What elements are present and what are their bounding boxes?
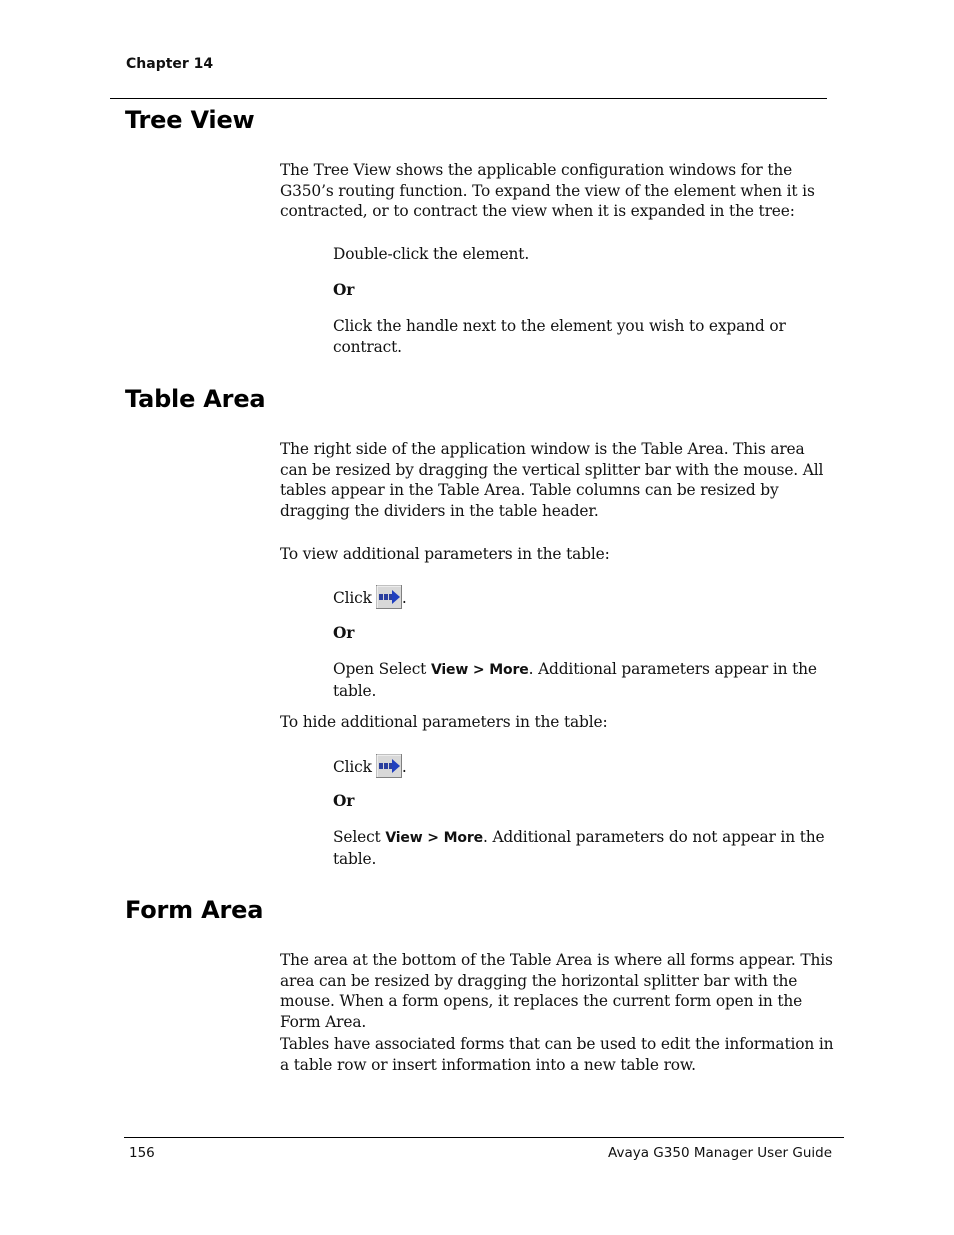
tree-view-step-double-click: Double-click the element. bbox=[333, 245, 530, 263]
heading-form-area: Form Area bbox=[125, 896, 264, 924]
header-rule bbox=[110, 98, 827, 99]
view-more-menu-step bbox=[333, 659, 823, 701]
more-columns-arrow-icon[interactable] bbox=[376, 585, 402, 609]
menu-path-view-more: View > More bbox=[385, 830, 483, 846]
footer-rule bbox=[124, 1137, 844, 1138]
page-number: 156 bbox=[129, 1145, 155, 1161]
hide-alt-suffix: . Additional parameters do not appear in the table. bbox=[333, 828, 825, 868]
heading-table-area: Table Area bbox=[125, 385, 266, 413]
more-columns-arrow-icon[interactable] bbox=[376, 754, 402, 778]
view-more-step bbox=[333, 587, 833, 611]
form-area-p2: Tables have associated forms that can be used to edit the information in a table row or insert information into a new table row. bbox=[280, 1035, 834, 1074]
tree-view-or: Or bbox=[333, 281, 355, 299]
period: . bbox=[401, 758, 407, 776]
table-area-hide-lead: To hide additional parameters in the table: bbox=[280, 713, 608, 731]
period: . bbox=[401, 589, 407, 607]
view-more-or: Or bbox=[333, 624, 355, 642]
hide-more-step bbox=[333, 756, 833, 780]
tree-view-step-click-handle: Click the handle next to the element you wish to expand or contract. bbox=[333, 317, 786, 356]
click-text: Click bbox=[333, 589, 372, 607]
click-text: Click bbox=[333, 758, 372, 776]
table-area-view-lead: To view additional parameters in the table: bbox=[280, 545, 610, 563]
hide-more-or: Or bbox=[333, 792, 355, 810]
view-alt-prefix: Open Select bbox=[333, 660, 431, 678]
footer-doc-title: Avaya G350 Manager User Guide bbox=[608, 1145, 832, 1161]
heading-tree-view: Tree View bbox=[125, 106, 255, 134]
hide-more-menu-step bbox=[333, 827, 833, 869]
view-alt-suffix: . Additional parameters appear in the table. bbox=[333, 660, 817, 700]
chapter-label: Chapter 14 bbox=[126, 56, 214, 72]
hide-alt-prefix: Select bbox=[333, 828, 386, 846]
menu-path-view-more: View > More bbox=[430, 662, 529, 678]
table-area-intro: The right side of the application window is the Table Area. This area can be resized by dragging the vertical splitter bar with the mouse. All tables appear in the Table Area. Table columns can be resized by dragging the dividers in the table header. bbox=[280, 440, 824, 520]
tree-view-intro: The Tree View shows the applicable configuration windows for the G350’s routing function. To expand the view of the element when it is contracted, or to contract the view when it is expanded in the tree: bbox=[280, 161, 815, 220]
form-area-p1: The area at the bottom of the Table Area is where all forms appear. This area can be resized by dragging the horizontal splitter bar with the mouse. When a form opens, it replaces the current form open in the Form Area. bbox=[280, 951, 833, 1031]
